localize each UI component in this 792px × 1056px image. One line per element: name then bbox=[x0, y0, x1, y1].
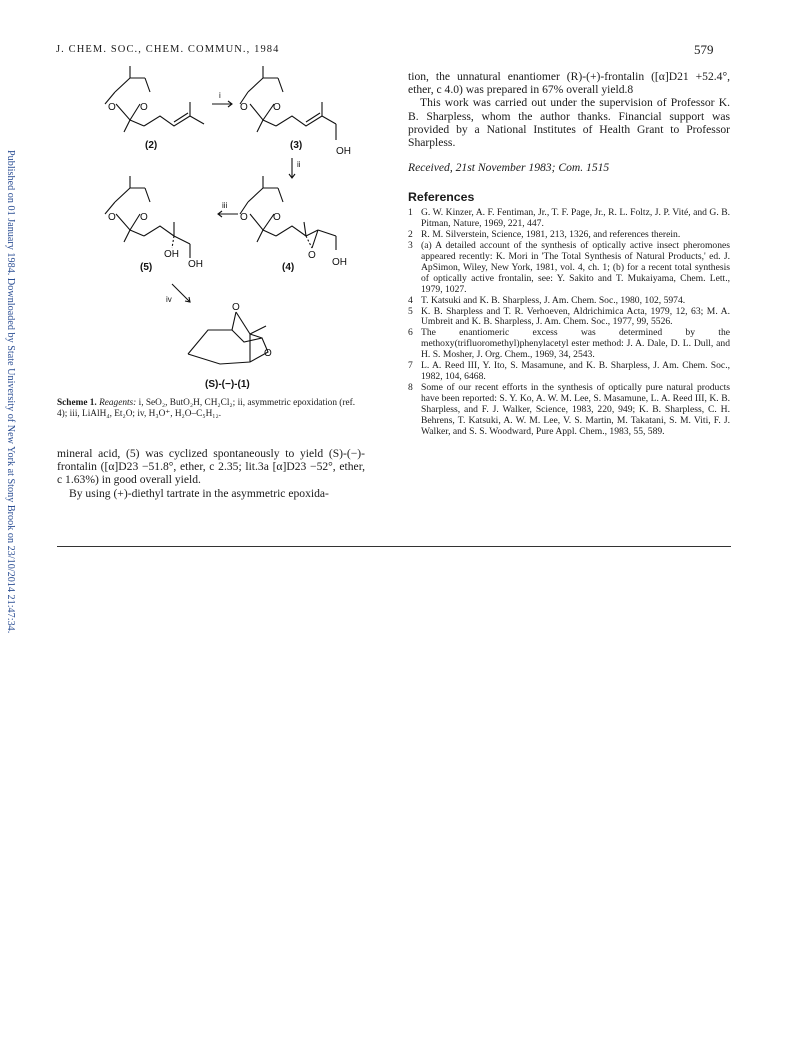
compound-label-4: (4) bbox=[282, 262, 295, 273]
atom-o: O bbox=[140, 102, 148, 113]
atom-o: O bbox=[273, 102, 281, 113]
reference-number: 3 bbox=[408, 240, 413, 252]
reagent-step-ii: ii bbox=[297, 160, 301, 169]
caption-title: Scheme 1. bbox=[57, 398, 97, 408]
atom-o: O bbox=[232, 302, 240, 313]
body-paragraph: mineral acid, (5) was cyclized spontaneously to yield (S)-(−)-frontalin ([α]D23 −51.8°, ether, c 2.35; lit.3a [α]D23 −52°, ether, c 1.63%) in good overall yield. bbox=[57, 447, 365, 487]
atom-o: O bbox=[140, 212, 148, 223]
body-paragraph: tion, the unnatural enantiomer (R)-(+)-frontalin ([α]D21 +52.4°, ether, c 4.0) was prepared in 67% overall yield.8 bbox=[408, 70, 730, 97]
atom-o-epoxide: O bbox=[308, 250, 316, 261]
reference-item bbox=[408, 328, 730, 361]
reference-text: R. M. Silverstein, Science, 1981, 213, 1326, and references therein. bbox=[421, 229, 681, 241]
atom-o: O bbox=[240, 102, 248, 113]
reference-item bbox=[408, 241, 730, 296]
page-number: 579 bbox=[694, 42, 714, 57]
right-column-text bbox=[408, 70, 730, 437]
reference-text: T. Katsuki and K. B. Sharpless, J. Am. Chem. Soc., 1980, 102, 5974. bbox=[421, 294, 686, 306]
atom-o: O bbox=[264, 348, 272, 359]
reference-text: G. W. Kinzer, A. F. Fentiman, Jr., T. F. Page, Jr., R. L. Foltz, J. P. Vité, and G. B. Pitman, Nature, 1969, 221, 447. bbox=[421, 207, 730, 230]
atom-oh: OH bbox=[188, 259, 203, 270]
atom-o: O bbox=[108, 102, 116, 113]
compound-label-1: (S)-(−)-(1) bbox=[205, 379, 250, 390]
compound-2-structure bbox=[105, 66, 204, 132]
scheme-caption bbox=[57, 398, 365, 420]
frontalin-structure bbox=[188, 312, 268, 364]
reaction-arrow-iv bbox=[172, 284, 190, 302]
references-heading: References bbox=[408, 190, 475, 205]
reference-number: 5 bbox=[408, 305, 413, 317]
reaction-scheme bbox=[60, 62, 380, 392]
reagent-step-iv: iv bbox=[166, 295, 172, 304]
reference-number: 6 bbox=[408, 327, 413, 339]
atom-o: O bbox=[240, 212, 248, 223]
reference-number: 4 bbox=[408, 294, 413, 306]
caption-reagents-label: Reagents: bbox=[99, 398, 137, 408]
compound-3-structure bbox=[240, 66, 336, 140]
left-column-text bbox=[57, 447, 365, 500]
reference-text: K. B. Sharpless and T. R. Verhoeven, Aldrichimica Acta, 1979, 12, 63; M. A. Umbreit and K. B. Sharpless, J. Am. Chem. Soc., 1977, 99, 5526. bbox=[421, 305, 730, 328]
compound-4-structure bbox=[240, 176, 336, 250]
reference-item bbox=[408, 208, 730, 230]
reference-text: L. A. Reed III, Y. Ito, S. Masamune, and K. B. Sharpless, J. Am. Chem. Soc., 1982, 104, 6468. bbox=[421, 360, 730, 383]
reference-text: (a) A detailed account of the synthesis of optically active insect pheromones appeared recently: K. Mori in 'The Total Synthesis of Natural Products,' ed. J. ApSimon, Wiley, New York, 1981, vol. 4, ch. 1; (b) for a recent total synthesis of optically active frontalin, see: Y. Sakito and T. Mukaiyama, Chem. Lett., 1979, 1027. bbox=[421, 240, 730, 295]
atom-o: O bbox=[273, 212, 281, 223]
reference-number: 8 bbox=[408, 381, 413, 393]
acknowledgement: This work was carried out under the supervision of Professor K. B. Sharpless, whom the author thanks. Financial support was provided by a National Institutes of Health Grant to Professor Sharpless. bbox=[408, 96, 730, 150]
references-list bbox=[408, 208, 730, 437]
reference-number: 2 bbox=[408, 229, 413, 241]
journal-header: J. CHEM. SOC., CHEM. COMMUN., 1984 bbox=[56, 44, 280, 55]
atom-oh: OH bbox=[332, 257, 347, 268]
reference-text: The enantiomeric excess was determined by the methoxy(trifluoromethyl)phenylacetyl ester method: J. A. Dale, D. L. Dull, and H. S. Mosher, J. Org. Chem., 1969, 34, 2543. bbox=[421, 327, 730, 361]
caption-text: i, SeO₂, ButO₂H, CH₂Cl₂; ii, asymmetric epoxidation (ref. 4); iii, LiAlH₄, Et₂O; iv, H₃O⁺, H₂O–C₅H₁₂. bbox=[57, 398, 356, 419]
reference-text: Some of our recent efforts in the synthesis of optically pure natural products have been reported: S. Y. Ko, A. W. M. Lee, S. Masamune, L. A. Reed III, K. B. Sharpless, and F. J. Walker, Science, 1983, 220, 949; K. B. Sharpless, C. H. Behrens, T. Katsuki, A. W. M. Lee, V. S. Martin, M. Takatani, S. M. Viti, F. J. Walker, and S. S. Woodward, Pure Appl. Chem., 1983, 55, 589. bbox=[421, 381, 730, 437]
atom-oh: OH bbox=[336, 146, 351, 157]
reagent-step-i: i bbox=[219, 91, 221, 100]
provenance-sidebar bbox=[2, 150, 16, 670]
footer-divider bbox=[57, 546, 731, 547]
compound-label-5: (5) bbox=[140, 262, 153, 273]
reference-number: 1 bbox=[408, 207, 413, 219]
reference-number: 7 bbox=[408, 360, 413, 372]
provenance-text: Published on 01 January 1984. Downloaded by State University of New York at Stony Brook on 23/10/2014 21:47:34. bbox=[5, 150, 16, 634]
body-paragraph: By using (+)-diethyl tartrate in the asymmetric epoxida- bbox=[69, 486, 329, 500]
received-date: Received, 21st November 1983; Com. 1515 bbox=[408, 161, 610, 175]
reagent-step-iii: iii bbox=[222, 201, 228, 210]
atom-o: O bbox=[108, 212, 116, 223]
compound-label-3: (3) bbox=[290, 140, 303, 151]
reference-item bbox=[408, 361, 730, 383]
reference-item bbox=[408, 307, 730, 329]
compound-label-2: (2) bbox=[145, 140, 158, 151]
atom-oh: OH bbox=[164, 249, 179, 260]
reference-item bbox=[408, 383, 730, 438]
